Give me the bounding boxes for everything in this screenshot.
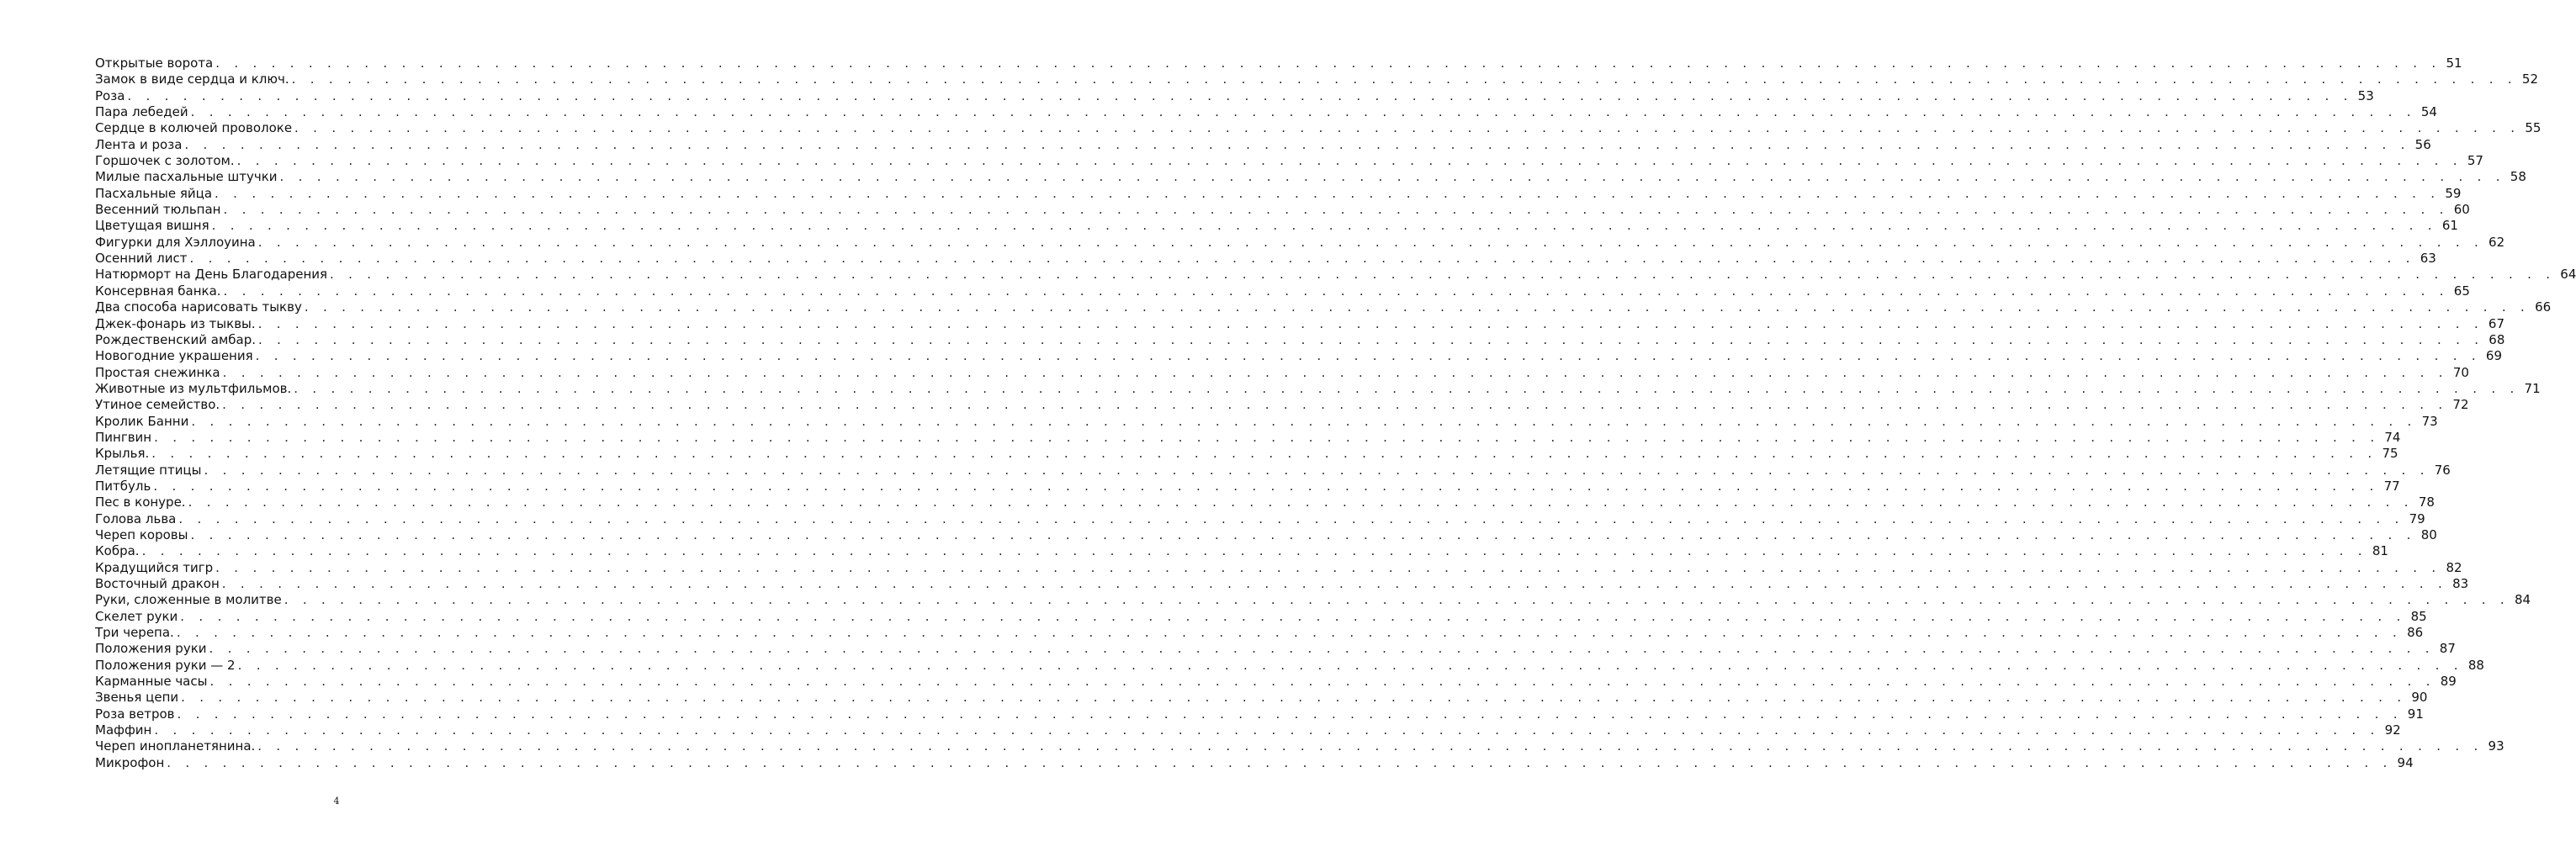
- toc-entry[interactable]: [95, 543, 2388, 559]
- dot-leader: . . . . . . . . . . . . . . . . . . . . . . . . . . . . . . . . . . . . . . . . . . . . . . . . . . . . . . . . . . . . . . . . . . . . . . . . . . . . . . . . . . . . . . . . . . . . . . . . . . . . . . . . . . . . . . . . . . . . . . . .: [222, 364, 2448, 380]
- dot-leader: . . . . . . . . . . . . . . . . . . . . . . . . . . . . . . . . . . . . . . . . . . . . . . . . . . . . . . . . . . . . . . . . . . . . . . . . . . . . . . . . . . . . . . . . . . . . . . . . . . . . . . . . . . . . . . . . . . . . . . . .: [236, 153, 2462, 169]
- toc-entry-page: 86: [2407, 625, 2424, 641]
- dot-leader: . . . . . . . . . . . . . . . . . . . . . . . . . . . . . . . . . . . . . . . . . . . . . . . . . . . . . . . . . . . . . . . . . . . . . . . . . . . . . . . . . . . . . . . . . . . . . . . . . . . . . . . . . . . . . . . . . . . . . . . .: [215, 559, 2441, 575]
- dot-leader: . . . . . . . . . . . . . . . . . . . . . . . . . . . . . . . . . . . . . . . . . . . . . . . . . . . . . . . . . . . . . . . . . . . . . . . . . . . . . . . . . . . . . . . . . . . . . . . . . . . . . . . . . . . . . . . . . . . . . . . .: [257, 234, 2484, 250]
- dot-leader: . . . . . . . . . . . . . . . . . . . . . . . . . . . . . . . . . . . . . . . . . . . . . . . . . . . . . . . . . . . . . . . . . . . . . . . . . . . . . . . . . . . . . . . . . . . . . . . . . . . . . . . . . . . . . . . . . . . . . . . .: [221, 576, 2448, 591]
- dot-leader: . . . . . . . . . . . . . . . . . . . . . . . . . . . . . . . . . . . . . . . . . . . . . . . . . . . . . . . . . . . . . . . . . . . . . . . . . . . . . . . . . . . . . . . . . . . . . . . . . . . . . . . . . . . . . . . . . . . . . . . .: [215, 56, 2441, 71]
- toc-entry-title: Звенья цепи: [95, 690, 179, 706]
- dot-leader: . . . . . . . . . . . . . . . . . . . . . . . . . . . . . . . . . . . . . . . . . . . . . . . . . . . . . . . . . . . . . . . . . . . . . . . . . . . . . . . . . . . . . . . . . . . . . . . . . . . . . . . . . . . . . . . . . . . . . . . .: [209, 641, 2435, 657]
- dot-leader: . . . . . . . . . . . . . . . . . . . . . . . . . . . . . . . . . . . . . . . . . . . . . . . . . . . . . . . . . . . . . . . . . . . . . . . . . . . . . . . . . . . . . . . . . . . . . . . . . . . . . . . . . . . . . . . . . . . . . . . .: [181, 690, 2407, 706]
- dot-leader: . . . . . . . . . . . . . . . . . . . . . . . . . . . . . . . . . . . . . . . . . . . . . . . . . . . . . . . . . . . . . . . . . . . . . . . . . . . . . . . . . . . . . . . . . . . . . . . . . . . . . . . . . . . . . . . . . . . . . . . .: [209, 674, 2436, 690]
- toc-entry[interactable]: [95, 526, 2437, 543]
- toc-entry-title: Два способа нарисовать тыкву: [95, 299, 302, 315]
- toc-entry[interactable]: [95, 348, 2502, 364]
- toc-entry[interactable]: [95, 674, 2457, 690]
- toc-entry[interactable]: [95, 153, 2483, 169]
- toc-entry[interactable]: [95, 657, 2484, 674]
- toc-entry-page: 71: [2524, 380, 2541, 396]
- toc-entry-page: 64: [2560, 267, 2576, 283]
- toc-entry-page: 67: [2488, 315, 2505, 331]
- dot-leader: . . . . . . . . . . . . . . . . . . . . . . . . . . . . . . . . . . . . . . . . . . . . . . . . . . . . . . . . . . . . . . . . . . . . . . . . . . . . . . . . . . . . . . . . . . . . . . . . . . . . . . . . . . . . . . . . . . . . . . . .: [211, 218, 2437, 234]
- dot-leader: . . . . . . . . . . . . . . . . . . . . . . . . . . . . . . . . . . . . . . . . . . . . . . . . . . . . . . . . . . . . . . . . . . . . . . . . . . . . . . . . . . . . . . . . . . . . . . . . . . . . . . . . . . . . . . . . . . . . . . . .: [237, 657, 2463, 673]
- dot-leader: . . . . . . . . . . . . . . . . . . . . . . . . . . . . . . . . . . . . . . . . . . . . . . . . . . . . . . . . . . . . . . . . . . . . . . . . . . . . . . . . . . . . . . . . . . . . . . . . . . . . . . . . . . . . . . . . . . . . . . . .: [204, 462, 2430, 478]
- toc-entry[interactable]: [95, 592, 2531, 608]
- dot-leader: . . . . . . . . . . . . . . . . . . . . . . . . . . . . . . . . . . . . . . . . . . . . . . . . . . . . . . . . . . . . . . . . . . . . . . . . . . . . . . . . . . . . . . . . . . . . . . . . . . . . . . . . . . . . . . . . . . . . . . . .: [141, 543, 2367, 559]
- toc-entry[interactable]: [95, 495, 2435, 510]
- toc-entry[interactable]: [95, 380, 2541, 397]
- toc-entry-page: 73: [2421, 413, 2438, 429]
- toc-entry-page: 57: [2467, 153, 2483, 169]
- toc-entry[interactable]: [95, 576, 2469, 592]
- dot-leader: . . . . . . . . . . . . . . . . . . . . . . . . . . . . . . . . . . . . . . . . . . . . . . . . . . . . . . . . . . . . . . . . . . . . . . . . . . . . . . . . . . . . . . . . . . . . . . . . . . . . . . . . . . . . . . . . . . . . . . . .: [258, 331, 2484, 347]
- dot-leader: . . . . . . . . . . . . . . . . . . . . . . . . . . . . . . . . . . . . . . . . . . . . . . . . . . . . . . . . . . . . . . . . . . . . . . . . . . . . . . . . . . . . . . . . . . . . . . . . . . . . . . . . . . . . . . . . . . . . . . . .: [294, 120, 2520, 136]
- toc-entry-title: Пасхальные яйца: [95, 185, 213, 201]
- toc-entry-page: 58: [2510, 169, 2526, 185]
- toc-entry-title: Скелет руки: [95, 608, 178, 624]
- toc-entry-page: 75: [2382, 446, 2398, 462]
- dot-leader: . . . . . . . . . . . . . . . . . . . . . . . . . . . . . . . . . . . . . . . . . . . . . . . . . . . . . . . . . . . . . . . . . . . . . . . . . . . . . . . . . . . . . . . . . . . . . . . . . . . . . . . . . . . . . . . . . . . . . . . .: [284, 592, 2510, 608]
- toc-entry-title: Три черепа.: [95, 625, 174, 641]
- toc-entry-page: 55: [2525, 120, 2542, 136]
- toc-entry-title: Роза ветров: [95, 706, 175, 722]
- toc-entry-page: 60: [2453, 202, 2470, 218]
- toc-entry[interactable]: [95, 625, 2424, 641]
- dot-leader: . . . . . . . . . . . . . . . . . . . . . . . . . . . . . . . . . . . . . . . . . . . . . . . . . . . . . . . . . . . . . . . . . . . . . . . . . . . . . . . . . . . . . . . . . . . . . . . . . . . . . . . . . . . . . . . . . . . . . . . .: [223, 283, 2449, 299]
- dot-leader: . . . . . . . . . . . . . . . . . . . . . . . . . . . . . . . . . . . . . . . . . . . . . . . . . . . . . . . . . . . . . . . . . . . . . . . . . . . . . . . . . . . . . . . . . . . . . . . . . . . . . . . . . . . . . . . . . . . . . . . .: [127, 87, 2353, 103]
- dot-leader: . . . . . . . . . . . . . . . . . . . . . . . . . . . . . . . . . . . . . . . . . . . . . . . . . . . . . . . . . . . . . . . . . . . . . . . . . . . . . . . . . . . . . . . . . . . . . . . . . . . . . . . . . . . . . . . . . . . . . . . .: [151, 446, 2377, 462]
- toc-entry[interactable]: [95, 267, 2576, 283]
- dot-leader: . . . . . . . . . . . . . . . . . . . . . . . . . . . . . . . . . . . . . . . . . . . . . . . . . . . . . . . . . . . . . . . . . . . . . . . . . . . . . . . . . . . . . . . . . . . . . . . . . . . . . . . . . . . . . . . . . . . . . . . .: [167, 754, 2393, 770]
- toc-entry-title: Микрофон: [95, 754, 165, 770]
- toc-entry-title: Утиное семейство.: [95, 397, 220, 413]
- toc-entry-page: 68: [2489, 331, 2505, 347]
- dot-leader: . . . . . . . . . . . . . . . . . . . . . . . . . . . . . . . . . . . . . . . . . . . . . . . . . . . . . . . . . . . . . . . . . . . . . . . . . . . . . . . . . . . . . . . . . . . . . . . . . . . . . . . . . . . . . . . . . . . . . . . .: [190, 104, 2416, 120]
- toc-entry[interactable]: [95, 169, 2526, 185]
- toc-entry-page: 56: [2414, 136, 2431, 152]
- dot-leader: . . . . . . . . . . . . . . . . . . . . . . . . . . . . . . . . . . . . . . . . . . . . . . . . . . . . . . . . . . . . . . . . . . . . . . . . . . . . . . . . . . . . . . . . . . . . . . . . . . . . . . . . . . . . . . . . . . . . . . . .: [191, 413, 2417, 429]
- table-of-contents: [95, 56, 2576, 771]
- toc-entry[interactable]: [95, 120, 2542, 136]
- toc-entry[interactable]: [95, 283, 2470, 299]
- toc-entry[interactable]: [95, 690, 2428, 706]
- toc-entry[interactable]: [95, 87, 2374, 104]
- dot-leader: . . . . . . . . . . . . . . . . . . . . . . . . . . . . . . . . . . . . . . . . . . . . . . . . . . . . . . . . . . . . . . . . . . . . . . . . . . . . . . . . . . . . . . . . . . . . . . . . . . . . . . . . . . . . . . . . . . . . . . . .: [222, 397, 2448, 413]
- toc-entry-title: Животные из мультфильмов.: [95, 380, 292, 396]
- toc-entry-page: 74: [2384, 429, 2401, 445]
- toc-entry[interactable]: [95, 559, 2462, 576]
- toc-entry-page: 85: [2410, 608, 2427, 624]
- toc-entry-page: 84: [2514, 592, 2531, 608]
- dot-leader: . . . . . . . . . . . . . . . . . . . . . . . . . . . . . . . . . . . . . . . . . . . . . . . . . . . . . . . . . . . . . . . . . . . . . . . . . . . . . . . . . . . . . . . . . . . . . . . . . . . . . . . . . . . . . . . . . . . . . . . .: [184, 136, 2410, 152]
- dot-leader: . . . . . . . . . . . . . . . . . . . . . . . . . . . . . . . . . . . . . . . . . . . . . . . . . . . . . . . . . . . . . . . . . . . . . . . . . . . . . . . . . . . . . . . . . . . . . . . . . . . . . . . . . . . . . . . . . . . . . . . .: [255, 348, 2481, 364]
- toc-entry-title: Череп инопланетянина.: [95, 738, 256, 754]
- dot-leader: . . . . . . . . . . . . . . . . . . . . . . . . . . . . . . . . . . . . . . . . . . . . . . . . . . . . . . . . . . . . . . . . . . . . . . . . . . . . . . . . . . . . . . . . . . . . . . . . . . . . . . . . . . . . . . . . . . . . . . . .: [177, 706, 2403, 722]
- dot-leader: . . . . . . . . . . . . . . . . . . . . . . . . . . . . . . . . . . . . . . . . . . . . . . . . . . . . . . . . . . . . . . . . . . . . . . . . . . . . . . . . . . . . . . . . . . . . . . . . . . . . . . . . . . . . . . . . . . . . . . . .: [154, 429, 2380, 445]
- toc-entry-page: 88: [2467, 657, 2484, 673]
- toc-entry[interactable]: [95, 754, 2414, 771]
- toc-entry[interactable]: [95, 608, 2427, 625]
- toc-entry-title: Рождественский амбар.: [95, 331, 257, 347]
- toc-entry-title: Летящие птицы: [95, 462, 202, 478]
- toc-entry[interactable]: [95, 56, 2462, 71]
- toc-entry-page: 80: [2420, 526, 2437, 542]
- toc-entry-page: 83: [2452, 576, 2469, 591]
- toc-entry-page: 91: [2407, 706, 2424, 722]
- dot-leader: . . . . . . . . . . . . . . . . . . . . . . . . . . . . . . . . . . . . . . . . . . . . . . . . . . . . . . . . . . . . . . . . . . . . . . . . . . . . . . . . . . . . . . . . . . . . . . . . . . . . . . . . . . . . . . . . . . . . . . . .: [190, 526, 2416, 542]
- toc-entry[interactable]: [95, 641, 2456, 657]
- toc-entry-title: Сердце в колючей проволоке: [95, 120, 293, 136]
- toc-entry-title: Лента и роза: [95, 136, 183, 152]
- toc-entry-page: 79: [2409, 510, 2425, 526]
- dot-leader: . . . . . . . . . . . . . . . . . . . . . . . . . . . . . . . . . . . . . . . . . . . . . . . . . . . . . . . . . . . . . . . . . . . . . . . . . . . . . . . . . . . . . . . . . . . . . . . . . . . . . . . . . . . . . . . . . . . . . . . .: [178, 510, 2404, 526]
- toc-entry[interactable]: [95, 218, 2458, 234]
- toc-entry-title: Новогодние украшения: [95, 348, 253, 364]
- toc-entry-page: 87: [2439, 641, 2456, 657]
- toc-entry-title: Череп коровы: [95, 526, 188, 542]
- toc-entry-page: 51: [2446, 56, 2462, 71]
- dot-leader: . . . . . . . . . . . . . . . . . . . . . . . . . . . . . . . . . . . . . . . . . . . . . . . . . . . . . . . . . . . . . . . . . . . . . . . . . . . . . . . . . . . . . . . . . . . . . . . . . . . . . . . . . . . . . . . . . . . . . . . .: [188, 495, 2414, 510]
- toc-entry[interactable]: [95, 315, 2505, 332]
- toc-entry[interactable]: [95, 738, 2504, 754]
- toc-entry-page: 90: [2411, 690, 2428, 706]
- toc-entry-page: 76: [2434, 462, 2451, 478]
- dot-leader: . . . . . . . . . . . . . . . . . . . . . . . . . . . . . . . . . . . . . . . . . . . . . . . . . . . . . . . . . . . . . . . . . . . . . . . . . . . . . . . . . . . . . . . . . . . . . . . . . . . . . . . . . . . . . . . . . . . . . . . .: [153, 478, 2379, 494]
- toc-entry-page: 94: [2397, 754, 2414, 770]
- toc-entry-page: 61: [2441, 218, 2458, 234]
- toc-entry-title: Положения руки — 2: [95, 657, 236, 673]
- toc-entry[interactable]: [95, 104, 2437, 120]
- toc-entry[interactable]: [95, 397, 2469, 413]
- toc-entry-page: 65: [2453, 283, 2470, 299]
- toc-entry-title: Весенний тюльпан: [95, 202, 221, 218]
- dot-leader: . . . . . . . . . . . . . . . . . . . . . . . . . . . . . . . . . . . . . . . . . . . . . . . . . . . . . . . . . . . . . . . . . . . . . . . . . . . . . . . . . . . . . . . . . . . . . . . . . . . . . . . . . . . . . . . . . . . . . . . .: [304, 299, 2531, 315]
- toc-entry-title: Пес в конуре.: [95, 495, 186, 510]
- dot-leader: . . . . . . . . . . . . . . . . . . . . . . . . . . . . . . . . . . . . . . . . . . . . . . . . . . . . . . . . . . . . . . . . . . . . . . . . . . . . . . . . . . . . . . . . . . . . . . . . . . . . . . . . . . . . . . . . . . . . . . . .: [154, 722, 2380, 738]
- toc-entry-page: 54: [2420, 104, 2437, 120]
- toc-entry[interactable]: [95, 722, 2401, 738]
- dot-leader: . . . . . . . . . . . . . . . . . . . . . . . . . . . . . . . . . . . . . . . . . . . . . . . . . . . . . . . . . . . . . . . . . . . . . . . . . . . . . . . . . . . . . . . . . . . . . . . . . . . . . . . . . . . . . . . . . . . . . . . .: [176, 625, 2403, 641]
- toc-entry-title: Крылья.: [95, 446, 150, 462]
- toc-entry-page: 77: [2383, 478, 2400, 494]
- toc-entry-title: Милые пасхальные штучки: [95, 169, 278, 185]
- dot-leader: . . . . . . . . . . . . . . . . . . . . . . . . . . . . . . . . . . . . . . . . . . . . . . . . . . . . . . . . . . . . . . . . . . . . . . . . . . . . . . . . . . . . . . . . . . . . . . . . . . . . . . . . . . . . . . . . . . . . . . . .: [279, 169, 2505, 185]
- toc-entry-page: 52: [2521, 71, 2539, 87]
- toc-entry-page: 72: [2452, 397, 2469, 413]
- toc-entry-title: Руки, сложенные в молитве: [95, 592, 282, 608]
- toc-entry-title: Натюрморт на День Благодарения: [95, 267, 328, 283]
- toc-entry-page: 81: [2372, 543, 2388, 559]
- toc-entry-title: Пингвин: [95, 429, 152, 445]
- toc-entry[interactable]: [95, 706, 2424, 722]
- toc-entry-page: 69: [2485, 348, 2502, 364]
- toc-entry-title: Голова льва: [95, 510, 177, 526]
- toc-entry-title: Замок в виде сердца и ключ.: [95, 71, 289, 87]
- dot-leader: . . . . . . . . . . . . . . . . . . . . . . . . . . . . . . . . . . . . . . . . . . . . . . . . . . . . . . . . . . . . . . . . . . . . . . . . . . . . . . . . . . . . . . . . . . . . . . . . . . . . . . . . . . . . . . . . . . . . . . . .: [330, 267, 2556, 283]
- toc-entry[interactable]: [95, 185, 2462, 202]
- dot-leader: . . . . . . . . . . . . . . . . . . . . . . . . . . . . . . . . . . . . . . . . . . . . . . . . . . . . . . . . . . . . . . . . . . . . . . . . . . . . . . . . . . . . . . . . . . . . . . . . . . . . . . . . . . . . . . . . . . . . . . . .: [257, 315, 2483, 331]
- toc-entry[interactable]: [95, 413, 2438, 430]
- toc-entry-title: Открытые ворота: [95, 56, 214, 71]
- toc-entry[interactable]: [95, 510, 2425, 527]
- toc-entry-title: Простая снежинка: [95, 364, 220, 380]
- toc-entry-title: Горшочек с золотом.: [95, 153, 235, 169]
- toc-entry-page: 92: [2384, 722, 2401, 738]
- dot-leader: . . . . . . . . . . . . . . . . . . . . . . . . . . . . . . . . . . . . . . . . . . . . . . . . . . . . . . . . . . . . . . . . . . . . . . . . . . . . . . . . . . . . . . . . . . . . . . . . . . . . . . . . . . . . . . . . . . . . . . . .: [291, 71, 2517, 87]
- toc-entry-title: Кролик Банни: [95, 413, 189, 429]
- dot-leader: . . . . . . . . . . . . . . . . . . . . . . . . . . . . . . . . . . . . . . . . . . . . . . . . . . . . . . . . . . . . . . . . . . . . . . . . . . . . . . . . . . . . . . . . . . . . . . . . . . . . . . . . . . . . . . . . . . . . . . . .: [294, 380, 2520, 396]
- toc-entry-title: Роза: [95, 87, 125, 103]
- toc-entry[interactable]: [95, 251, 2436, 267]
- toc-entry-title: Цветущая вишня: [95, 218, 209, 234]
- toc-entry[interactable]: [95, 202, 2470, 218]
- toc-entry[interactable]: [95, 299, 2552, 315]
- toc-entry-page: 66: [2535, 299, 2552, 315]
- toc-entry-title: Фигурки для Хэллоуина: [95, 234, 256, 250]
- toc-entry-page: 53: [2357, 87, 2374, 103]
- toc-entry-title: Крадущийся тигр: [95, 559, 214, 575]
- dot-leader: . . . . . . . . . . . . . . . . . . . . . . . . . . . . . . . . . . . . . . . . . . . . . . . . . . . . . . . . . . . . . . . . . . . . . . . . . . . . . . . . . . . . . . . . . . . . . . . . . . . . . . . . . . . . . . . . . . . . . . . .: [223, 202, 2449, 218]
- toc-entry[interactable]: [95, 71, 2539, 87]
- toc-entry-page: 93: [2488, 738, 2504, 754]
- dot-leader: . . . . . . . . . . . . . . . . . . . . . . . . . . . . . . . . . . . . . . . . . . . . . . . . . . . . . . . . . . . . . . . . . . . . . . . . . . . . . . . . . . . . . . . . . . . . . . . . . . . . . . . . . . . . . . . . . . . . . . . .: [180, 608, 2406, 624]
- dot-leader: . . . . . . . . . . . . . . . . . . . . . . . . . . . . . . . . . . . . . . . . . . . . . . . . . . . . . . . . . . . . . . . . . . . . . . . . . . . . . . . . . . . . . . . . . . . . . . . . . . . . . . . . . . . . . . . . . . . . . . . .: [189, 251, 2415, 267]
- toc-entry-page: 78: [2418, 495, 2435, 510]
- toc-entry-page: 82: [2446, 559, 2462, 575]
- page-number: 4: [333, 796, 340, 807]
- toc-entry-title: Маффин: [95, 722, 152, 738]
- toc-entry-page: 89: [2440, 674, 2457, 690]
- toc-entry[interactable]: [95, 136, 2431, 153]
- dot-leader: . . . . . . . . . . . . . . . . . . . . . . . . . . . . . . . . . . . . . . . . . . . . . . . . . . . . . . . . . . . . . . . . . . . . . . . . . . . . . . . . . . . . . . . . . . . . . . . . . . . . . . . . . . . . . . . . . . . . . . . .: [215, 185, 2441, 201]
- toc-entry[interactable]: [95, 462, 2451, 479]
- toc-entry-page: 63: [2420, 251, 2436, 267]
- toc-entry-page: 62: [2489, 234, 2505, 250]
- toc-entry-page: 59: [2445, 185, 2462, 201]
- toc-entry-title: Восточный дракон: [95, 576, 220, 591]
- dot-leader: . . . . . . . . . . . . . . . . . . . . . . . . . . . . . . . . . . . . . . . . . . . . . . . . . . . . . . . . . . . . . . . . . . . . . . . . . . . . . . . . . . . . . . . . . . . . . . . . . . . . . . . . . . . . . . . . . . . . . . . .: [257, 738, 2483, 754]
- toc-entry[interactable]: [95, 331, 2505, 348]
- toc-entry-title: Питбуль: [95, 478, 151, 494]
- toc-entry-page: 70: [2452, 364, 2469, 380]
- toc-entry[interactable]: [95, 446, 2398, 462]
- toc-entry-title: Консервная банка.: [95, 283, 221, 299]
- toc-entry[interactable]: [95, 429, 2401, 446]
- toc-entry-title: Осенний лист: [95, 251, 188, 267]
- toc-entry[interactable]: [95, 234, 2505, 251]
- toc-entry[interactable]: [95, 364, 2469, 381]
- toc-entry-title: Джек-фонарь из тыквы.: [95, 315, 256, 331]
- toc-entry-title: Положения руки: [95, 641, 207, 657]
- toc-entry-title: Кобра.: [95, 543, 140, 559]
- toc-entry[interactable]: [95, 478, 2400, 495]
- toc-entry-title: Карманные часы: [95, 674, 208, 690]
- toc-entry-title: Пара лебедей: [95, 104, 188, 120]
